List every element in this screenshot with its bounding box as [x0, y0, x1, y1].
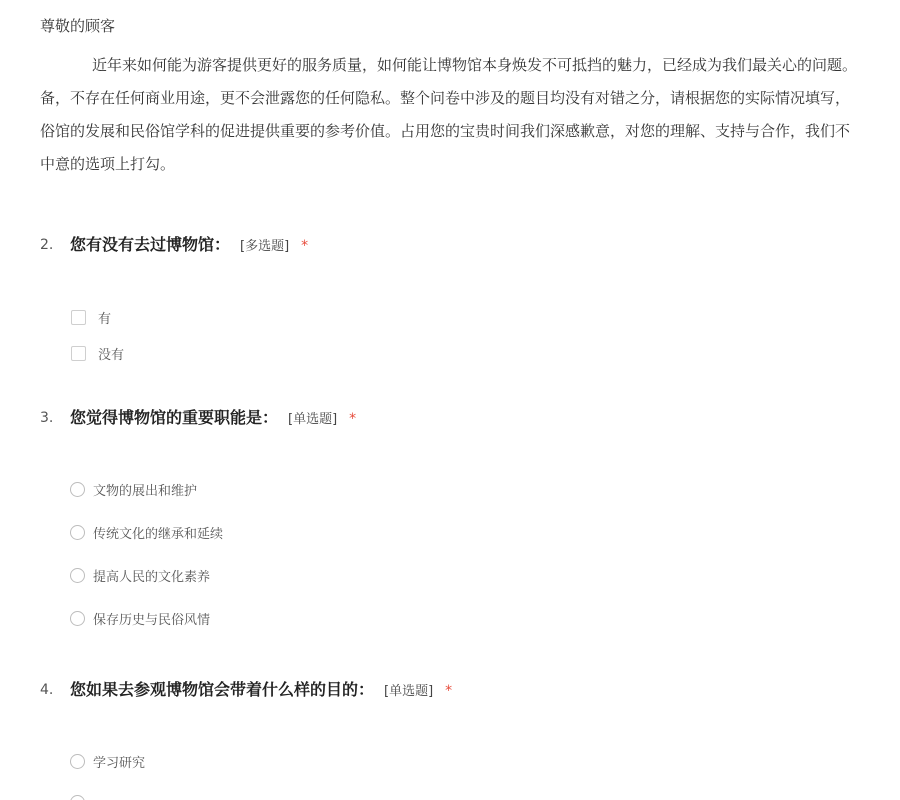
radio-option-partial[interactable] — [70, 795, 93, 800]
intro-line: 俗馆的发展和民俗馆学科的促进提供重要的参考价值。占用您的宝贵时间我们深感歉意，对您的理解、支持与合作，我们不 — [40, 122, 851, 140]
radio-option[interactable] — [70, 523, 223, 542]
option-label: 提高人民的文化素养 — [93, 570, 211, 585]
required-marker: * — [349, 411, 357, 427]
question-number: 4. — [40, 682, 54, 698]
radio-option[interactable] — [70, 480, 197, 499]
question-title-text: 您有没有去过博物馆： — [70, 235, 231, 254]
option-label: 保存历史与民俗风情 — [93, 613, 211, 628]
radio-button[interactable] — [70, 568, 85, 583]
question-title-text: 您觉得博物馆的重要职能是： — [70, 408, 279, 427]
required-marker: * — [301, 238, 309, 254]
intro-line: 近年来如何能为游客提供更好的服务质量，如何能让博物馆本身焕发不可抵挡的魅力，已经成为我们最关心的问题。 — [92, 56, 858, 74]
question-title-text: 您如果去参观博物馆会带着什么样的目的： — [70, 680, 375, 699]
radio-option[interactable] — [70, 752, 145, 771]
greeting: 尊敬的顾客 — [40, 17, 116, 35]
option-label: 传统文化的继承和延续 — [93, 527, 224, 542]
radio-button[interactable] — [70, 795, 85, 800]
radio-option[interactable] — [70, 566, 210, 585]
question-number: 2. — [40, 237, 54, 253]
question-type-badge: [单选题] — [288, 412, 338, 427]
radio-button[interactable] — [70, 482, 85, 497]
radio-button[interactable] — [70, 525, 85, 540]
checkbox-option-yes[interactable] — [71, 308, 111, 327]
required-marker: * — [445, 683, 453, 699]
question-title — [70, 234, 308, 258]
radio-button[interactable] — [70, 611, 85, 626]
intro-line: 备，不存在任何商业用途，更不会泄露您的任何隐私。整个问卷中涉及的题目均没有对错之分，请根据您的实际情况填写， — [40, 89, 851, 107]
question-type-badge: [多选题] — [240, 239, 290, 254]
question-type-badge: [单选题] — [384, 684, 434, 699]
intro-line: 中意的选项上打勾。 — [40, 155, 176, 173]
checkbox[interactable] — [71, 346, 86, 361]
option-label: 学习研究 — [93, 756, 146, 771]
radio-option[interactable] — [70, 609, 210, 628]
checkbox-option-no[interactable] — [71, 344, 124, 363]
question-title — [70, 679, 452, 703]
question-title — [70, 407, 356, 431]
radio-button[interactable] — [70, 754, 85, 769]
option-label: 没有 — [98, 348, 125, 363]
question-number: 3. — [40, 410, 54, 426]
checkbox[interactable] — [71, 310, 86, 325]
option-label: 文物的展出和维护 — [93, 484, 198, 499]
option-label: 有 — [98, 312, 112, 327]
